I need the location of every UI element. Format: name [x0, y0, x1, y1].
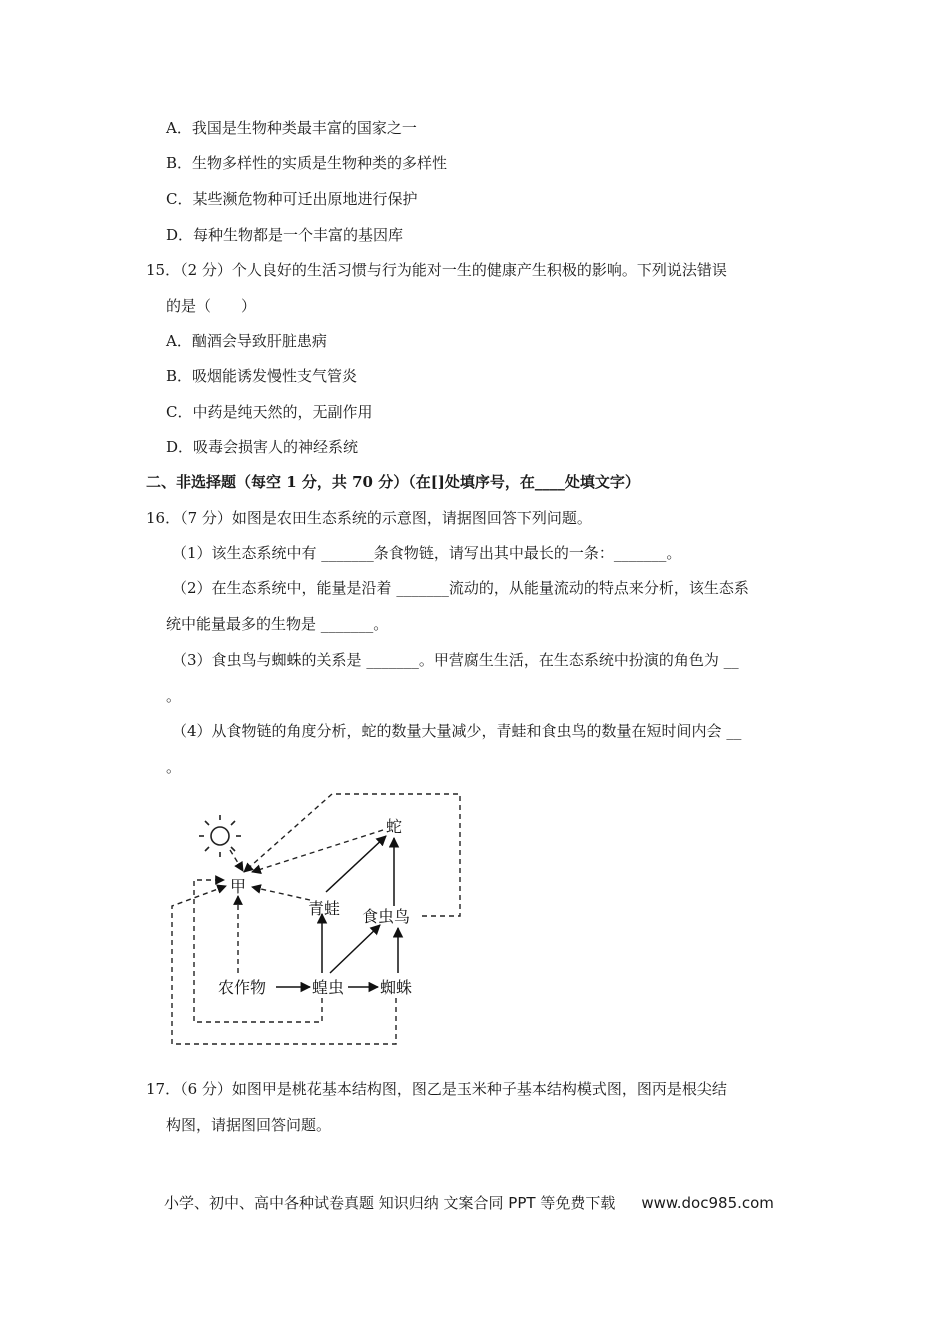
loop-locust-to-jia [194, 880, 322, 1022]
label-snake: 蛇 [386, 817, 403, 836]
label-bird: 食虫鸟 [362, 907, 411, 926]
q15-option-b: B．吸烟能诱发慢性支气管炎 [166, 367, 358, 385]
q15-option-c: C．中药是纯天然的，无副作用 [166, 403, 373, 421]
q15-stem-line2: 的是（ ） [166, 297, 257, 315]
q14-option-a: A．我国是生物种类最丰富的国家之一 [166, 119, 417, 137]
q15-stem-line1: 15．（2 分）个人良好的生活习惯与行为能对一生的健康产生积极的影响。下列说法错误 [146, 261, 727, 279]
q17-line2: 构图，请据图回答问题。 [166, 1116, 332, 1134]
arrow-locust-to-bird [330, 925, 380, 973]
section-title: 二、非选择题（每空 1 分，共 70 分）（在[]处填序号，在____处填文字） [146, 473, 640, 491]
q16-sub3-line2: 。 [166, 687, 182, 705]
food-web-diagram [160, 788, 480, 1058]
q16-sub4-line2: 。 [166, 758, 182, 776]
q14-option-c: C．某些濒危物种可迁出原地进行保护 [166, 190, 418, 208]
loop-bird-snake-to-jia [244, 794, 460, 916]
q15-option-d: D．吸毒会损害人的神经系统 [166, 438, 359, 456]
q16-sub3-line1: （3）食虫鸟与蜘蛛的关系是 _______。甲营腐生生活，在生态系统中扮演的角色为 __ [172, 651, 739, 669]
q16-stem: 16．（7 分）如图是农田生态系统的示意图，请据图回答下列问题。 [146, 509, 592, 527]
label-frog: 青蛙 [308, 899, 341, 918]
arrow-sun-to-jia [230, 850, 243, 871]
footer-text: 小学、初中、高中各种试卷真题 知识归纳 文案合同 PPT 等免费下载 [164, 1194, 616, 1212]
label-crop: 农作物 [218, 978, 267, 997]
q14-option-d: D．每种生物都是一个丰富的基因库 [166, 226, 404, 244]
q15-option-a: A．酗酒会导致肝脏患病 [166, 332, 327, 350]
label-spider: 蜘蛛 [380, 978, 413, 997]
arrow-frog-to-jia [252, 887, 310, 900]
q14-option-b: B．生物多样性的实质是生物种类的多样性 [166, 154, 448, 172]
arrow-snake-to-jia [252, 830, 383, 872]
page-footer [164, 1192, 774, 1213]
q16-sub4-line1: （4）从食物链的角度分析，蛇的数量大量减少，青蛙和食虫鸟的数量在短时间内会 __ [172, 722, 742, 740]
label-locust: 蝗虫 [312, 978, 345, 997]
q17-line1: 17．（6 分）如图甲是桃花基本结构图，图乙是玉米种子基本结构模式图，图丙是根尖结 [146, 1080, 727, 1098]
q16-sub1: （1）该生态系统中有 _______条食物链，请写出其中最长的一条：_______。 [172, 544, 682, 562]
footer-url[interactable]: www.doc985.com [641, 1194, 774, 1212]
sun-icon [199, 815, 241, 857]
q16-sub2-line1: （2）在生态系统中，能量是沿着 _______流动的，从能量流动的特点来分析，该生态系 [172, 579, 749, 597]
arrow-frog-to-snake [326, 836, 386, 892]
label-jia: 甲 [230, 877, 247, 896]
q16-sub2-line2: 统中能量最多的生物是 _______。 [166, 615, 389, 633]
